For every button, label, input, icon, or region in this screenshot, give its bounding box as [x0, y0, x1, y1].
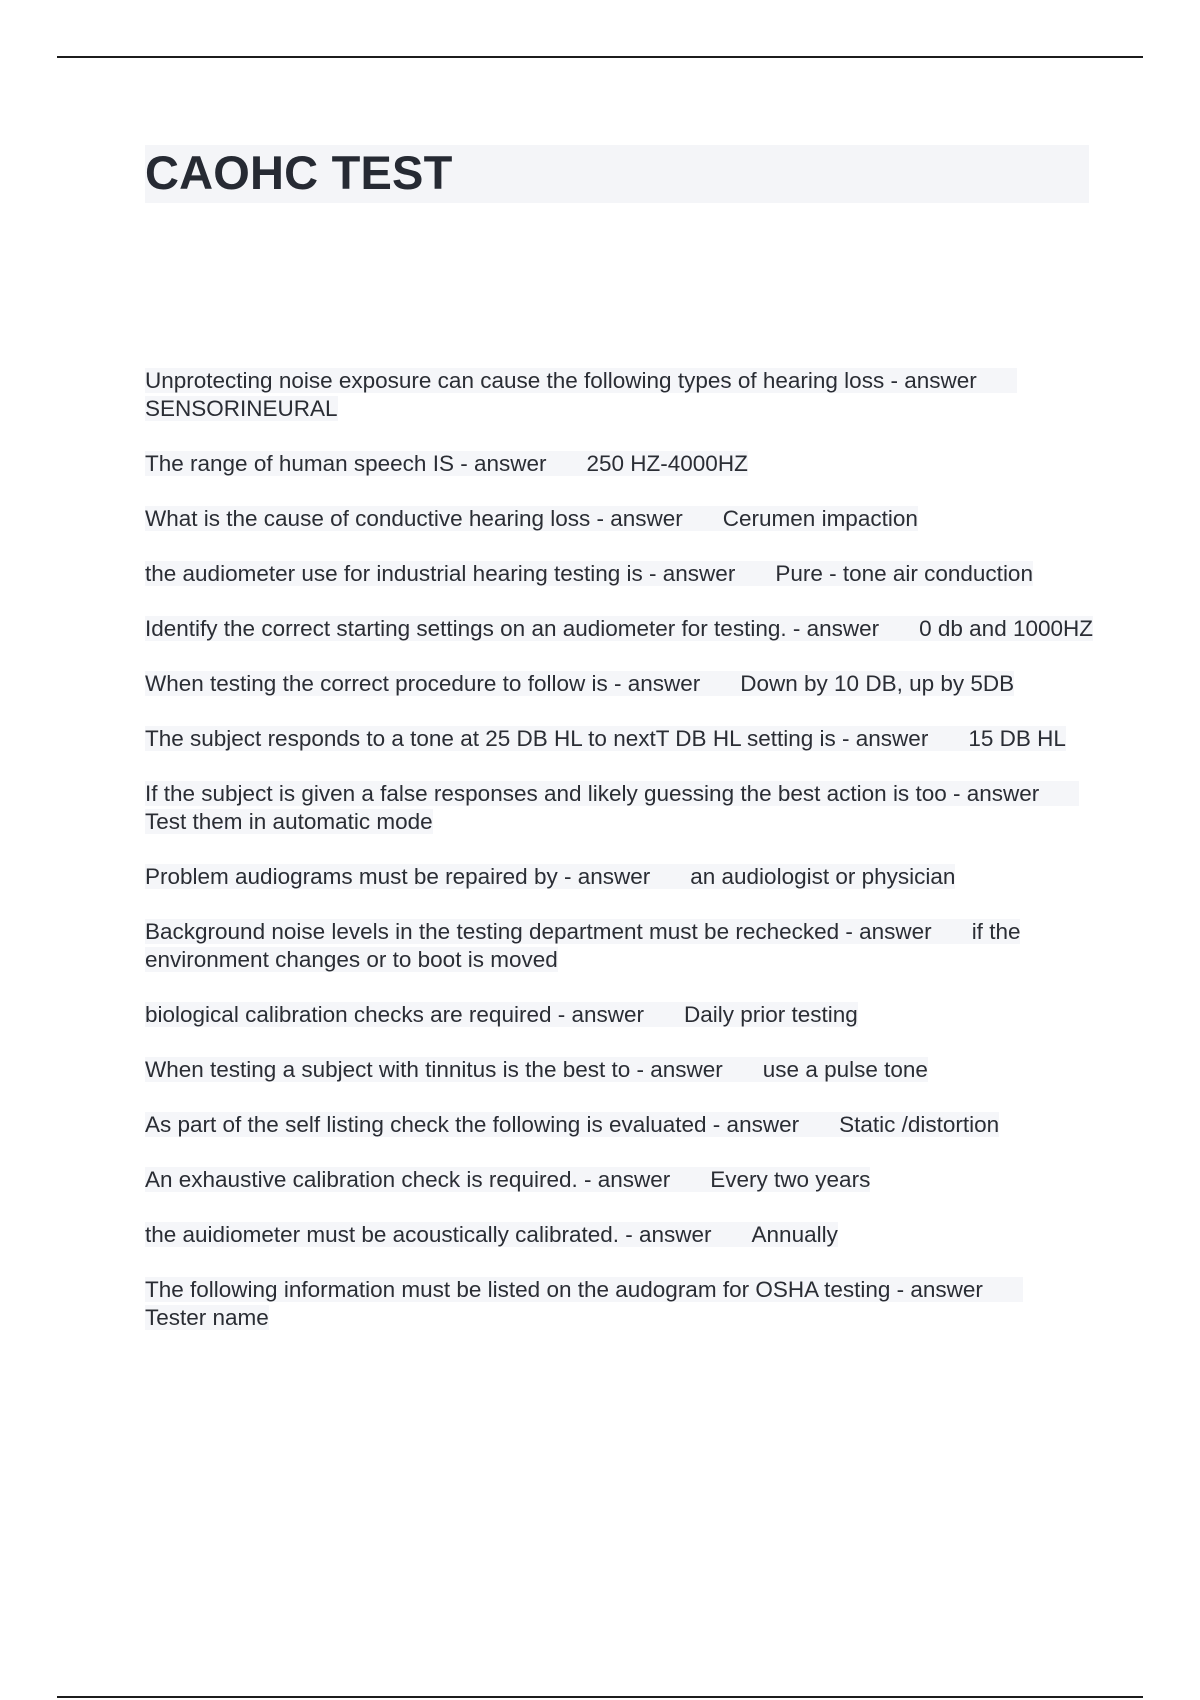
qa-item: [145, 505, 1095, 533]
qa-list: [145, 367, 1095, 1359]
answer: Daily prior testing: [684, 1002, 858, 1027]
qa-text: [145, 1277, 1023, 1330]
answer: Static /distortion: [839, 1112, 1000, 1137]
qa-item: [145, 367, 1095, 423]
answer: Cerumen impaction: [722, 506, 918, 531]
question: When testing a subject with tinnitus is the best to - answer: [145, 1057, 723, 1082]
qa-text: [145, 781, 1079, 834]
qa-text: [145, 864, 955, 889]
question: The range of human speech IS - answer: [145, 451, 547, 476]
qa-text: [145, 726, 1066, 751]
question: An exhaustive calibration check is required. - answer: [145, 1167, 671, 1192]
question: Identify the correct starting settings on an audiometer for testing. - answer: [145, 616, 880, 641]
answer: Test them in automatic mode: [145, 809, 433, 834]
question: If the subject is given a false responses and likely guessing the best action is too - answer: [145, 781, 1040, 806]
answer: Every two years: [710, 1167, 871, 1192]
answer: 0 db and 1000HZ: [919, 616, 1094, 641]
qa-text: [145, 671, 1014, 696]
top-rule: [57, 56, 1143, 58]
qa-item: [145, 670, 1095, 698]
question: The following information must be listed on the audogram for OSHA testing - answer: [145, 1277, 983, 1302]
answer: an audiologist or physician: [690, 864, 956, 889]
qa-text: [145, 561, 1033, 586]
qa-item: [145, 725, 1095, 753]
qa-text: [145, 616, 1093, 641]
qa-item: [145, 863, 1095, 891]
qa-item: [145, 615, 1095, 643]
qa-text: [145, 1222, 838, 1247]
answer: Annually: [751, 1222, 838, 1247]
qa-text: [145, 1002, 858, 1027]
qa-item: [145, 780, 1095, 836]
qa-text: [145, 368, 1017, 421]
answer: 250 HZ-4000HZ: [586, 451, 748, 476]
page-title: CAOHC TEST: [145, 146, 453, 199]
answer: Pure - tone air conduction: [775, 561, 1033, 586]
answer: 15 DB HL: [968, 726, 1066, 751]
qa-text: [145, 1057, 928, 1082]
answer: use a pulse tone: [762, 1057, 928, 1082]
question: biological calibration checks are required - answer: [145, 1002, 644, 1027]
qa-text: [145, 451, 748, 476]
question: As part of the self listing check the following is evaluated - answer: [145, 1112, 800, 1137]
qa-text: [145, 919, 1020, 972]
answer: Tester name: [145, 1305, 269, 1330]
qa-item: [145, 1056, 1095, 1084]
qa-item: [145, 450, 1095, 478]
qa-item: [145, 1001, 1095, 1029]
qa-item: [145, 1111, 1095, 1139]
question: When testing the correct procedure to follow is - answer: [145, 671, 701, 696]
question: the auidiometer must be acoustically calibrated. - answer: [145, 1222, 712, 1247]
qa-text: [145, 506, 918, 531]
qa-item: [145, 1166, 1095, 1194]
question: The subject responds to a tone at 25 DB HL to nextT DB HL setting is - answer: [145, 726, 929, 751]
question: Unprotecting noise exposure can cause the following types of hearing loss - answer: [145, 368, 977, 393]
qa-item: [145, 918, 1095, 974]
question: the audiometer use for industrial hearing testing is - answer: [145, 561, 736, 586]
qa-item: [145, 560, 1095, 588]
bottom-rule: [57, 1696, 1143, 1698]
question: What is the cause of conductive hearing loss - answer: [145, 506, 683, 531]
qa-text: [145, 1112, 999, 1137]
answer: if the environment changes or to boot is moved: [145, 919, 1021, 972]
qa-item: [145, 1276, 1095, 1332]
qa-item: [145, 1221, 1095, 1249]
question: Background noise levels in the testing department must be rechecked - answer: [145, 919, 932, 944]
question: Problem audiograms must be repaired by - answer: [145, 864, 651, 889]
answer: SENSORINEURAL: [145, 396, 338, 421]
answer: Down by 10 DB, up by 5DB: [740, 671, 1015, 696]
qa-text: [145, 1167, 870, 1192]
